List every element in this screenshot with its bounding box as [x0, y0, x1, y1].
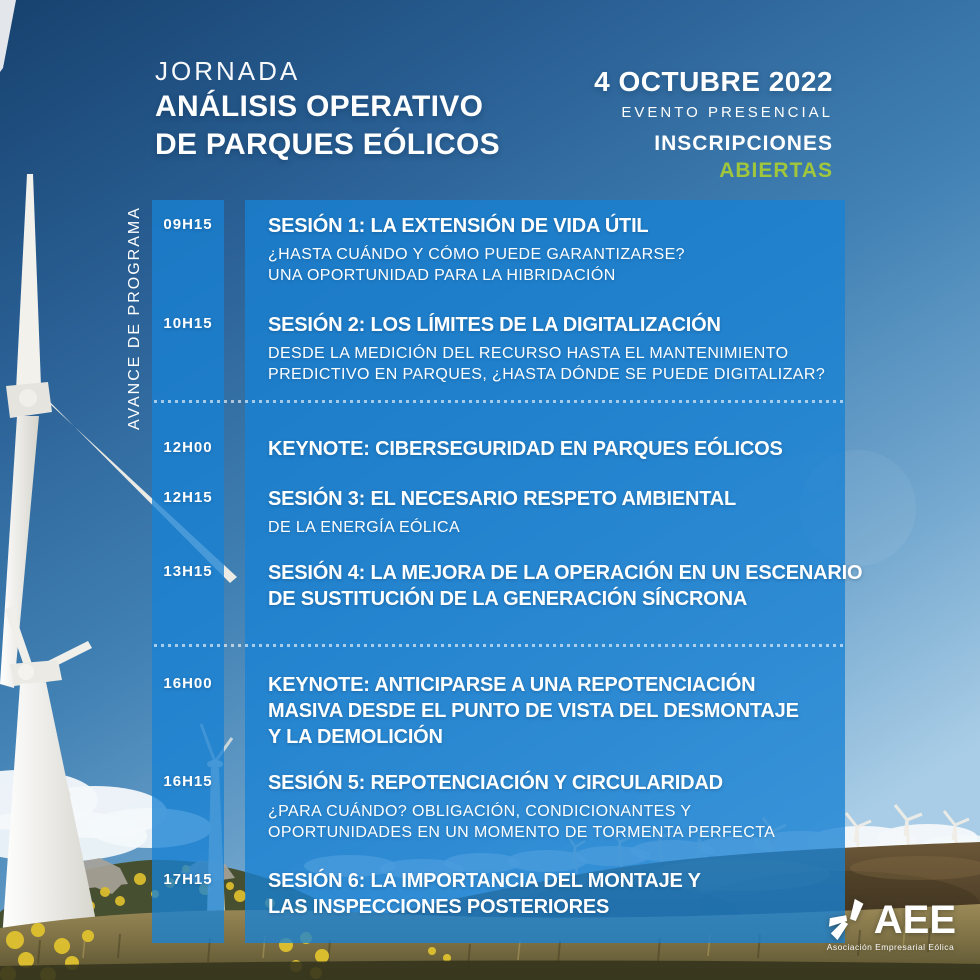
session-text	[245, 672, 845, 750]
session-time: 13H15	[163, 563, 213, 580]
event-title-line-2: DE PARQUES EÓLICOS	[155, 128, 500, 161]
session-subtitle-line: ¿HASTA CUÁNDO Y CÓMO PUEDE GARANTIZARSE?	[268, 246, 685, 263]
session-title-line: SESIÓN 4: LA MEJORA DE LA OPERACIÓN EN UN ESCENARIO	[268, 562, 863, 584]
session-subtitle-line: DE LA ENERGÍA EÓLICA	[268, 519, 461, 536]
session-text	[245, 868, 845, 920]
aee-logo-row	[827, 897, 956, 943]
schedule-item	[152, 770, 845, 843]
session-text	[245, 486, 845, 538]
event-date: 4 OCTUBRE 2022	[594, 66, 833, 97]
session-subtitle-line: UNA OPORTUNIDAD PARA LA HIBRIDACIÓN	[268, 267, 616, 284]
session-title-line: SESIÓN 2: LOS LÍMITES DE LA DIGITALIZACIÓN	[268, 314, 721, 336]
session-time: 17H15	[163, 871, 213, 888]
header-title-block	[155, 54, 500, 164]
dotted-separator	[154, 644, 843, 647]
session-text	[245, 312, 845, 385]
session-title-line: DE SUSTITUCIÓN DE LA GENERACIÓN SÍNCRONA	[268, 588, 748, 610]
session-time: 12H00	[163, 439, 213, 456]
session-time: 10H15	[163, 315, 213, 332]
session-time: 16H00	[163, 675, 213, 692]
schedule-item	[152, 436, 845, 462]
event-title-line-1: ANÁLISIS OPERATIVO	[155, 90, 484, 123]
session-subtitle-line: PREDICTIVO EN PARQUES, ¿HASTA DÓNDE SE PUEDE DIGITALIZAR?	[268, 366, 826, 383]
session-text	[245, 560, 863, 612]
schedule-item	[152, 560, 863, 612]
session-title-line: SESIÓN 5: REPOTENCIACIÓN Y CIRCULARIDAD	[268, 772, 723, 794]
session-time: 16H15	[163, 773, 213, 790]
registration-status-line-1: INSCRIPCIONES	[654, 132, 833, 155]
wind-turbine-logo-icon	[827, 897, 873, 943]
session-subtitle-line: ¿PARA CUÁNDO? OBLIGACIÓN, CONDICIONANTES Y	[268, 803, 692, 820]
session-title-line: KEYNOTE: ANTICIPARSE A UNA REPOTENCIACIÓN	[268, 674, 756, 696]
session-title-line: SESIÓN 6: LA IMPORTANCIA DEL MONTAJE Y	[268, 870, 701, 892]
session-time: 12H15	[163, 489, 213, 506]
program-vertical-label: AVANCE DE PROGRAMA	[126, 206, 143, 430]
session-time: 09H15	[163, 216, 213, 233]
session-title-line: Y LA DEMOLICIÓN	[268, 726, 443, 748]
session-title-line: SESIÓN 3: EL NECESARIO RESPETO AMBIENTAL	[268, 488, 736, 510]
schedule-item	[152, 312, 845, 385]
session-text	[245, 436, 845, 462]
event-kicker: JORNADA	[155, 56, 301, 86]
session-text	[245, 770, 845, 843]
aee-logo-tagline: Asociación Empresarial Eólica	[826, 942, 955, 952]
schedule-item	[152, 672, 845, 750]
aee-logo	[827, 897, 956, 952]
session-title-line: MASIVA DESDE EL PUNTO DE VISTA DEL DESMONTAJE	[268, 700, 799, 722]
registration-status-line-2: ABIERTAS	[719, 159, 833, 182]
session-text	[245, 213, 845, 286]
session-subtitle-line: OPORTUNIDADES EN UN MOMENTO DE TORMENTA PERFECTA	[268, 824, 776, 841]
session-title-line: SESIÓN 1: LA EXTENSIÓN DE VIDA ÚTIL	[268, 215, 649, 237]
session-title-line: LAS INSPECCIONES POSTERIORES	[268, 896, 610, 918]
session-subtitle-line: DESDE LA MEDICIÓN DEL RECURSO HASTA EL MANTENIMIENTO	[268, 345, 789, 362]
event-type: EVENTO PRESENCIAL	[621, 104, 833, 121]
program-schedule	[152, 200, 863, 943]
schedule-item	[152, 486, 845, 538]
session-title-line: KEYNOTE: CIBERSEGURIDAD EN PARQUES EÓLICOS	[268, 438, 783, 460]
schedule-item	[152, 868, 845, 920]
aee-logo-text: AEE	[873, 898, 956, 942]
header-date-block	[594, 66, 833, 184]
dotted-separator	[154, 400, 843, 403]
schedule-item	[152, 213, 845, 286]
